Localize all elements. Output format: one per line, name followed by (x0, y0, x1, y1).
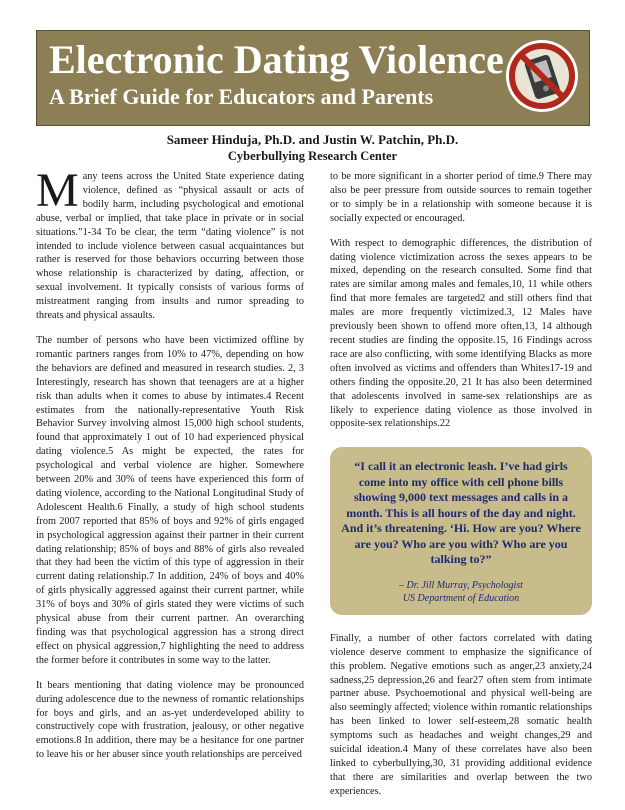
page-title: Electronic Dating Violence (49, 37, 504, 82)
pull-quote: “I call it an electronic leash. I’ve had girls come into my office with cell phone bills showing 9,000 text messages and calls in a month. This is all hours of the day and night. And it’s threatening. ‘Hi. How are you? Where are you? Who are you with? Who are you talking to?” (341, 459, 581, 567)
quote-attribution: – Dr. Jill Murray, Psychologist (399, 579, 523, 591)
pull-quote-box (330, 447, 592, 615)
right-column (330, 170, 592, 810)
paragraph: Finally, a number of other factors correlated with dating violence deserve comment to emphasize the significance of this problem. Negative emotions such as anger,23 anxiety,24 sadness,25 depression,26 and fear27 often stem from intimate partner abuse. Psychoemotional and physical well-being are also seemingly affected; violence within romantic relationships has been linked to lower self-esteem,28 somatic health symptoms such as headaches and weight changes,29 and suicidal ideation.4 Many of these correlates have also been linked to cyberbullying,30, 31 providing additional evidence that there are similarities and overlap between the two experiences. (330, 632, 592, 797)
paragraph: With respect to demographic differences, the distribution of dating violence victimization across the sexes appears to be mixed, depending on the research consulted. Some find that rates are similar among males and females,10, 11 while others find that more females are targeted2 and still others find that males are more frequently victimized.3, 12 Males have previously been shown to offend more often,13, 14 although recent studies are finding the opposite.15, 16 Findings across race are also conflicting, with some identifying Blacks as more often involved as victims and offenders than Whites17-19 and others finding the opposite.20, 21 It has also been determined that adolescents involved in same-sex relationships are as likely to experience dating violence as those involved in opposite-sex relationships.22 (330, 237, 592, 430)
drop-cap: M (36, 164, 79, 217)
paragraph (36, 164, 304, 323)
title-banner (36, 30, 590, 126)
left-column (36, 164, 304, 773)
paragraph: It bears mentioning that dating violence may be pronounced during adolescence due to the newness of romantic relationships for boys and girls, and an as-yet underdeveloped ability to constructively cope with frustration, jealousy, or other negative emotions.8 In addition, there may be a hesitance for one partner to leave his or her abuser since youth relationships are perceived (36, 679, 304, 761)
organization: Cyberbullying Research Center (227, 149, 398, 163)
page-subtitle: A Brief Guide for Educators and Parents (49, 84, 434, 109)
authors: Sameer Hinduja, Ph.D. and Justin W. Patchin, Ph.D. (166, 132, 459, 147)
paragraph: to be more significant in a shorter period of time.9 There may also be peer pressure from outside sources to remain together or to simply be in a relationship with someone because it is socially expected or encouraged. (330, 171, 592, 224)
paragraph-text: any teens across the United State experience dating violence, defined as “physical assault or acts of bodily harm, including psychological and emotional abuse, verbal or implied, that take place in private or in social situations.”1-34 To be clear, the term “dating violence” is not intended to include violence between casual acquaintances but rather is reserved for those behaviors occurring between those whose relationship is characterized by dating, affection, or sexual involvement. It typically consists of various forms of mistreatment ranging from insults and rumor spreading to threats and physical assaults. (36, 171, 304, 322)
quote-attribution-org: US Department of Education (402, 592, 520, 604)
no-phone-icon (505, 39, 579, 113)
paragraph: The number of persons who have been victimized offline by romantic partners ranges from 10% to 47%, depending on how the behaviors are defined and measured in research studies. 2, 3 Interestingly, research has shown that teenagers are at a higher risk than adults when it comes to abuse by intimates.4 Recent estimates from the nationally-representative Youth Risk Behavior Survey involving almost 15,000 high school students, found that approximately 1 out of 10 had experienced physical dating violence.5 As might be expected, the rates for psychological and verbal violence are higher. Somewhere between 20% and 30% of teens have experienced this form of dating violence, according to the National Longitudinal Study of Adolescent Health.6 Finally, a study of high school students from 2007 reported that 85% of boys and 92% of girls engaged in psychological aggression against their partner in their current dating relationship; 85% of boys and 88% of girls also revealed that they had been the victim of this type of aggression in their current dating relationship.7 In addition, 24% of boys and 40% of girls physically aggressed against their current partner, while 31% of boys and 30% of girls stated they were victims of such physical abuse from their current partner. An overarching finding was that psychological aggression has a strong direct effect on physical aggression,7 highlighting the need to address the former before it contributes in some way to the latter. (36, 334, 304, 666)
